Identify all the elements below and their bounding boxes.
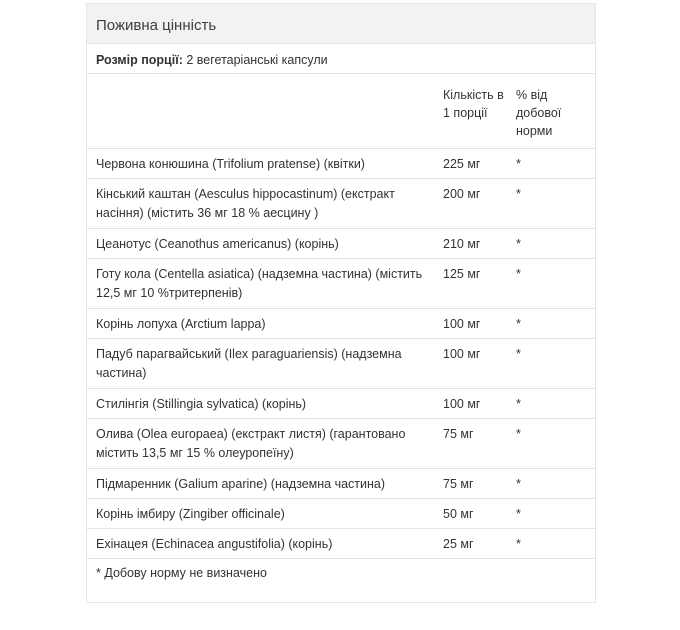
- serving-size-label: Розмір порції:: [96, 53, 183, 67]
- ingredient-name-latin: Ilex paraguariensis: [228, 346, 334, 361]
- ingredient-daily-value: *: [509, 148, 595, 178]
- ingredient-amount: 100 мг: [435, 338, 509, 388]
- serving-size-value: 2 вегетаріанські капсули: [186, 53, 328, 67]
- ingredient-daily-value: *: [509, 258, 595, 308]
- ingredient-daily-value: *: [509, 388, 595, 418]
- table-row: [87, 468, 595, 498]
- ingredient-daily-value: *: [509, 498, 595, 528]
- ingredient-name-post: ) (надземна частина) (містить 12,5 мг 10 %тритерпенів): [96, 266, 423, 300]
- table-row: [87, 338, 595, 388]
- ingredient-name-post: ): [280, 506, 285, 521]
- ingredient-name-pre: Готу кола (: [96, 266, 159, 281]
- ingredient-daily-value: *: [509, 308, 595, 338]
- ingredient-name-latin: Galium aparine: [178, 476, 264, 491]
- table-row: [87, 388, 595, 418]
- ingredient-daily-value: *: [509, 228, 595, 258]
- ingredient-name-post: ) (корінь): [287, 236, 339, 251]
- ingredient-name-post: ) (надземна частина): [96, 346, 402, 380]
- ingredient-daily-value: *: [509, 468, 595, 498]
- ingredient-name: [87, 228, 435, 258]
- panel-title: Поживна цінність: [87, 4, 595, 44]
- ingredient-amount: 100 мг: [435, 308, 509, 338]
- ingredients-table: [87, 74, 595, 559]
- ingredient-name-latin: Arctium lappa: [184, 316, 262, 331]
- ingredient-name-latin: Centella asiatica: [158, 266, 251, 281]
- ingredient-name-latin: Aesculus hippocastinum: [198, 186, 334, 201]
- header-ingredient: [87, 74, 435, 148]
- ingredient-name-pre: Ехінацея (: [96, 536, 156, 551]
- ingredient-name: [87, 418, 435, 468]
- ingredient-name-pre: Корінь лопуха (: [96, 316, 185, 331]
- ingredient-name: [87, 338, 435, 388]
- ingredient-daily-value: *: [509, 178, 595, 228]
- ingredient-name-pre: Цеанотус (: [96, 236, 159, 251]
- ingredient-name-latin: Olea europaea: [140, 426, 224, 441]
- ingredient-name-pre: Корінь імбиру (: [96, 506, 183, 521]
- table-row: [87, 228, 595, 258]
- ingredient-name-post: ) (квітки): [315, 156, 365, 171]
- ingredient-name-latin: Zingiber officinale: [182, 506, 281, 521]
- table-header-row: [87, 74, 595, 148]
- ingredient-name: [87, 178, 435, 228]
- table-row: [87, 418, 595, 468]
- ingredient-name: [87, 148, 435, 178]
- ingredient-name-post: ): [261, 316, 266, 331]
- ingredient-name: [87, 498, 435, 528]
- ingredient-amount: 200 мг: [435, 178, 509, 228]
- ingredient-daily-value: *: [509, 418, 595, 468]
- ingredient-name-post: ) (надземна частина): [263, 476, 386, 491]
- table-row: [87, 528, 595, 558]
- ingredient-amount: 75 мг: [435, 468, 509, 498]
- ingredient-name: [87, 388, 435, 418]
- ingredient-daily-value: *: [509, 528, 595, 558]
- ingredient-daily-value: *: [509, 338, 595, 388]
- ingredient-name-pre: Стилінгія (: [96, 396, 157, 411]
- ingredient-name-pre: Кінський каштан (: [96, 186, 199, 201]
- ingredient-amount: 100 мг: [435, 388, 509, 418]
- table-row: [87, 498, 595, 528]
- ingredient-amount: 210 мг: [435, 228, 509, 258]
- ingredient-name-pre: Олива (: [96, 426, 141, 441]
- ingredient-amount: 50 мг: [435, 498, 509, 528]
- ingredient-amount: 75 мг: [435, 418, 509, 468]
- ingredient-name-post: ) (корінь): [254, 396, 307, 411]
- footnote: * Добову норму не визначено: [96, 565, 267, 580]
- table-row: [87, 178, 595, 228]
- ingredient-amount: 225 мг: [435, 148, 509, 178]
- ingredient-name: [87, 468, 435, 498]
- nutrition-facts-panel: [86, 3, 596, 603]
- table-row: [87, 258, 595, 308]
- table-row: [87, 148, 595, 178]
- serving-size: [87, 44, 595, 74]
- ingredient-name-pre: Червона конюшина (: [96, 156, 217, 171]
- ingredient-name: [87, 528, 435, 558]
- ingredient-amount: 125 мг: [435, 258, 509, 308]
- ingredient-name-post: ) (екстракт насіння) (містить 36 мг 18 % аесцину ): [96, 186, 395, 220]
- ingredient-name-post: ) (екстракт листя) (гарантовано містить 13,5 мг 15 % олеуропеїну): [96, 426, 406, 460]
- ingredient-name-pre: Підмаренник (: [96, 476, 179, 491]
- ingredient-name: [87, 308, 435, 338]
- header-amount: Кількість в 1 порції: [435, 74, 509, 148]
- ingredient-name-latin: Ceanothus americanus: [158, 236, 288, 251]
- ingredient-name-post: ) (корінь): [280, 536, 333, 551]
- ingredient-name: [87, 258, 435, 308]
- ingredient-name-latin: Echinacea angustifolia: [155, 536, 281, 551]
- ingredient-name-latin: Trifolium pratense: [216, 156, 316, 171]
- table-row: [87, 308, 595, 338]
- ingredient-name-pre: Падуб парагвайський (: [96, 346, 229, 361]
- header-daily-value: % від добової норми: [509, 74, 595, 148]
- ingredient-name-latin: Stillingia sylvatica: [156, 396, 255, 411]
- ingredient-amount: 25 мг: [435, 528, 509, 558]
